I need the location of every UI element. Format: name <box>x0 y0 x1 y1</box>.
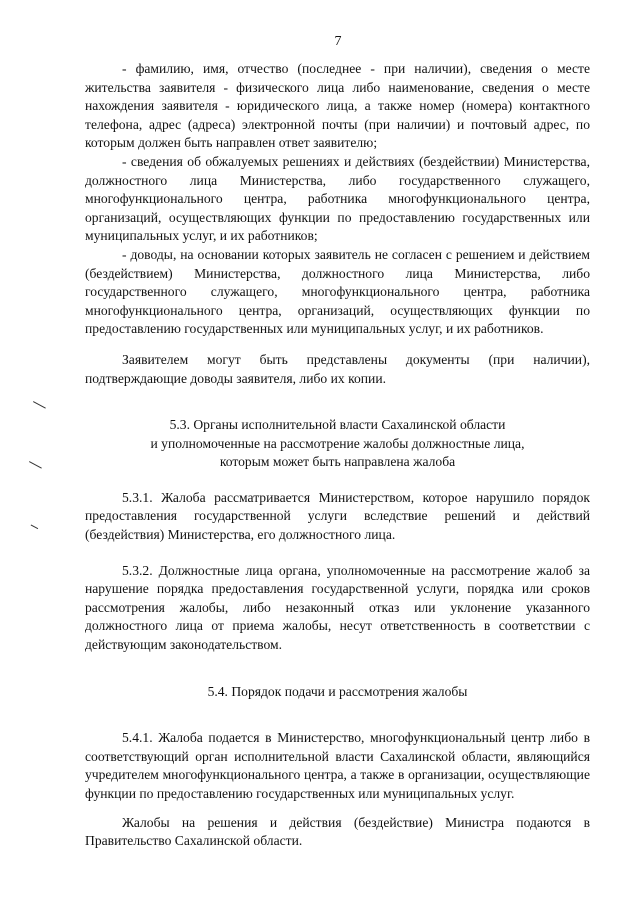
clause-5-3-1: 5.3.1. Жалоба рассматривается Министерством, которое нарушило порядок предоставления государственной услуги вследствие решений и действий (бездействия) Министерства, его должностного лица. <box>85 489 590 543</box>
page-number: 7 <box>334 34 342 49</box>
scan-mark <box>28 525 38 535</box>
scan-mark <box>26 461 42 474</box>
section-heading-5-3 <box>85 416 590 472</box>
paragraph-supporting-documents: Заявителем могут быть представлены документы (при наличии), подтверждающие доводы заявителя, либо их копии. <box>85 351 590 386</box>
document-body <box>85 60 590 851</box>
list-item-appealed-decisions: - сведения об обжалуемых решениях и действиях (бездействии) Министерства, должностного лица Министерства, либо государственного служащего, многофункционального центра, работника многофункционального центра, организаций, осуществляющих функции по предоставлению государственных или муниципальных услуг, и их работников; <box>85 153 590 244</box>
heading-line: 5.4. Порядок подачи и рассмотрения жалобы <box>207 683 468 699</box>
clause-5-3-2: 5.3.2. Должностные лица органа, уполномоченные на рассмотрение жалоб за нарушение порядка предоставления государственной услуги, порядка или сроков рассмотрения жалобы, либо незаконный отказ или уклонение указанного должностного лица от приема жалобы, несут ответственность в соответствии с действующим законодательством. <box>85 562 590 653</box>
paragraph-minister-complaints: Жалобы на решения и действия (бездействие) Министра подаются в Правительство Сахалинской области. <box>85 814 590 849</box>
clause-5-4-1: 5.4.1. Жалоба подается в Министерство, многофункциональный центр либо в соответствующий орган исполнительной власти Сахалинской области, являющийся учредителем многофункционального центра, а также в организации, осуществляющие функции по предоставлению государственных или муниципальных услуг. <box>85 730 590 801</box>
heading-line: 5.3. Органы исполнительной власти Сахалинской области <box>169 417 506 433</box>
heading-line: и уполномоченные на рассмотрение жалобы должностные лица, <box>150 435 525 451</box>
section-heading-5-4 <box>85 683 590 702</box>
scan-mark <box>30 401 46 414</box>
heading-line: которым может быть направлена жалоба <box>219 454 456 470</box>
list-item-arguments: - доводы, на основании которых заявитель не согласен с решением и действием (бездействием) Министерства, должностного лица Министерства, либо государственного служащего, многофункционального центра, работника многофункционального центра, организаций, осуществляющих функции по предоставлению государственных или муниципальных услуг, и их работников. <box>85 246 590 337</box>
list-item-applicant-info: - фамилию, имя, отчество (последнее - при наличии), сведения о месте жительства заявителя - физического лица либо наименование, сведения о месте нахождения заявителя - юридического лица, а также номер (номера) контактного телефона, адрес (адреса) электронной почты (при наличии) и почтовый адрес, по которым должен быть направлен ответ заявителю; <box>85 61 590 151</box>
